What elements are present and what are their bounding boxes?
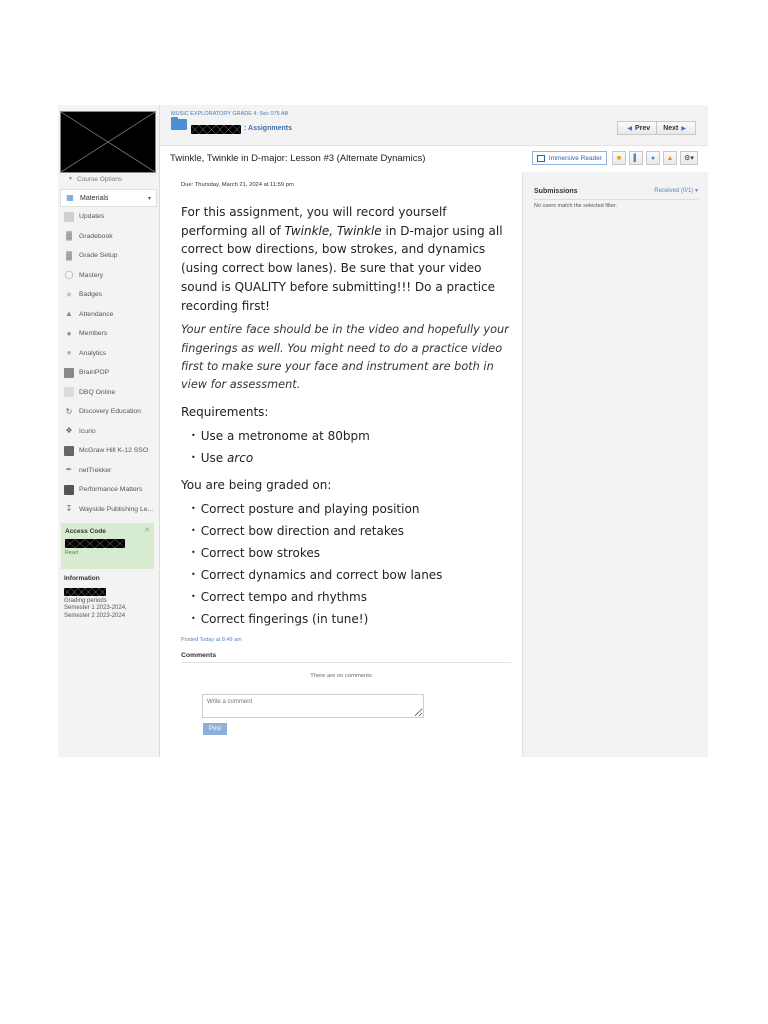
assignment-title-bar bbox=[160, 145, 708, 173]
sidebar-item-label: Updates bbox=[79, 213, 105, 221]
breadcrumb-assignments[interactable]: : Assignments bbox=[244, 125, 292, 132]
updates-icon bbox=[64, 212, 74, 222]
wayside-icon: ↧ bbox=[65, 504, 73, 514]
sidebar-item-wayside-publishing[interactable] bbox=[58, 500, 159, 520]
sidebar-item-gradebook[interactable] bbox=[58, 227, 159, 247]
intro-part-1: For this assignment, you will record yourself performing all of bbox=[181, 205, 447, 238]
sidebar-item-grade-setup[interactable] bbox=[58, 246, 159, 266]
access-code-redacted bbox=[65, 539, 125, 548]
globe-icon: ● bbox=[650, 154, 656, 162]
submissions-filter-label: Received (0/1) bbox=[654, 188, 694, 194]
sidebar-nav bbox=[58, 207, 159, 519]
assignment-note: Your entire face should be in the video and hopefully your fingerings as well. You might need to do a practice video first to make sure your face and instrument are both in view for assessment. bbox=[181, 323, 509, 392]
caret-down-icon: ▾ bbox=[694, 188, 698, 194]
gear-icon: ⚙▾ bbox=[684, 155, 694, 162]
members-icon: ● bbox=[66, 328, 72, 338]
submissions-filter-dropdown[interactable] bbox=[654, 187, 698, 194]
left-sidebar bbox=[58, 105, 160, 757]
comments-heading: Comments bbox=[181, 652, 217, 659]
analytics-icon: ● bbox=[66, 348, 72, 358]
assignment-intro bbox=[181, 203, 511, 315]
page-title: Twinkle, Twinkle in D-major: Lesson #3 (Alternate Dynamics) bbox=[170, 153, 426, 164]
settings-button[interactable] bbox=[680, 151, 698, 165]
badges-icon: ★ bbox=[65, 289, 73, 299]
sidebar-item-label: Badges bbox=[79, 291, 103, 299]
sidebar-item-brainpop[interactable] bbox=[58, 363, 159, 383]
sidebar-item-performance-matters[interactable] bbox=[58, 480, 159, 500]
grading-criteria-list bbox=[191, 498, 511, 630]
reset-access-code-link[interactable]: Reset bbox=[65, 550, 79, 556]
chevron-down-icon: ▼ bbox=[68, 176, 73, 182]
sidebar-item-label: Performance Matters bbox=[79, 486, 143, 494]
sidebar-item-label: netTrekker bbox=[79, 466, 112, 474]
sidebar-item-analytics[interactable] bbox=[58, 344, 159, 364]
sidebar-item-label: Members bbox=[79, 330, 108, 338]
prev-label: Prev bbox=[635, 124, 651, 132]
prev-button[interactable] bbox=[617, 121, 657, 135]
list-item bbox=[191, 447, 511, 469]
immersive-reader-icon bbox=[537, 155, 545, 162]
sidebar-item-icurio[interactable] bbox=[58, 422, 159, 442]
folder-icon bbox=[171, 119, 187, 130]
requirements-heading: Requirements: bbox=[181, 404, 269, 419]
divider bbox=[181, 662, 511, 663]
breadcrumb-redacted bbox=[191, 125, 241, 134]
sidebar-item-discovery-education[interactable] bbox=[58, 402, 159, 422]
grade-setup-icon: ▓ bbox=[66, 250, 72, 260]
list-item: • Correct dynamics and correct bow lanes bbox=[191, 564, 511, 586]
icurio-icon: ❖ bbox=[65, 426, 73, 436]
grading-period-2: Semester 2 2023-2024 bbox=[64, 612, 126, 619]
image-tool-button[interactable] bbox=[612, 151, 626, 165]
access-code-panel bbox=[61, 523, 154, 569]
next-button[interactable] bbox=[657, 121, 696, 135]
sidebar-item-attendance[interactable] bbox=[58, 305, 159, 325]
close-icon[interactable]: ✕ bbox=[144, 527, 150, 534]
list-item: • Correct bow direction and retakes bbox=[191, 520, 511, 542]
materials-icon: ▦ bbox=[66, 193, 74, 202]
divider bbox=[534, 199, 698, 200]
submissions-panel bbox=[523, 172, 708, 757]
sidebar-item-label: Attendance bbox=[79, 310, 114, 318]
information-title: Information bbox=[64, 575, 100, 582]
sidebar-item-label: DBQ Online bbox=[79, 388, 116, 396]
list-item: • Use a metronome at 80bpm bbox=[191, 425, 511, 447]
comment-input[interactable] bbox=[202, 694, 424, 718]
nettrekker-icon: ✒ bbox=[65, 465, 73, 475]
sidebar-item-label: Wayside Publishing Le... bbox=[79, 505, 154, 513]
immersive-reader-button[interactable] bbox=[532, 151, 607, 165]
image-icon: ■ bbox=[616, 154, 622, 162]
arco-term: arco bbox=[226, 450, 254, 465]
arrow-right-icon: ▶ bbox=[681, 125, 686, 132]
immersive-reader-label: Immersive Reader bbox=[548, 154, 602, 162]
sidebar-item-label: Icurio bbox=[79, 427, 96, 435]
assignment-body bbox=[181, 203, 511, 630]
grading-periods-label: Grading periods bbox=[64, 597, 107, 604]
list-item: • Correct fingerings (in tune!) bbox=[191, 608, 511, 630]
list-item: • Correct bow strokes bbox=[191, 542, 511, 564]
graded-heading: You are being graded on: bbox=[181, 477, 332, 492]
sidebar-item-updates[interactable] bbox=[58, 207, 159, 227]
toolbar bbox=[532, 151, 698, 165]
sidebar-item-label: Materials bbox=[80, 194, 109, 202]
list-item: • Correct posture and playing position bbox=[191, 498, 511, 520]
post-button[interactable]: Post bbox=[203, 723, 227, 735]
next-label: Next bbox=[663, 124, 679, 132]
stats-tool-button[interactable] bbox=[629, 151, 643, 165]
sidebar-item-nettrekker[interactable] bbox=[58, 461, 159, 481]
prev-next-group bbox=[617, 121, 696, 135]
sidebar-item-label: Gradebook bbox=[79, 232, 113, 240]
bar-chart-icon: ▌ bbox=[633, 154, 639, 162]
gradebook-icon: ▓ bbox=[66, 231, 72, 241]
arrow-left-icon: ◀ bbox=[627, 125, 632, 132]
course-header bbox=[160, 105, 708, 143]
due-date: Due: Thursday, March 21, 2024 at 11:59 pm bbox=[181, 182, 294, 188]
attendance-icon: ▲ bbox=[65, 309, 73, 319]
sidebar-item-materials[interactable] bbox=[60, 189, 157, 207]
sidebar-item-label: McGraw Hill K-12 SSO bbox=[79, 447, 149, 455]
course-options-label: Course Options bbox=[76, 175, 123, 183]
sidebar-item-mastery[interactable] bbox=[58, 266, 159, 286]
grading-period-1: Semester 1 2023-2024, bbox=[64, 605, 127, 611]
discovery-icon: ↻ bbox=[65, 406, 73, 416]
app-window bbox=[58, 105, 708, 757]
information-panel bbox=[64, 575, 156, 620]
no-comments-text: There are no comments bbox=[310, 673, 372, 679]
course-name-link[interactable]: MUSIC EXPLORATORY GRADE 4: Sec 075 AB bbox=[171, 111, 289, 117]
use-label: Use bbox=[200, 450, 227, 465]
sidebar-item-dbq-online[interactable] bbox=[58, 383, 159, 403]
brainpop-icon bbox=[64, 368, 74, 378]
course-options-toggle[interactable] bbox=[58, 170, 159, 188]
course-logo-redacted bbox=[60, 111, 156, 173]
intro-part-2: in D-major using all correct bow directions, bow strokes, and dynamics (using correct bow lanes). Be sure that your video sound is QUALITY before submitting!!! Do a practice recording first! bbox=[181, 223, 503, 313]
access-code-title: Access Code bbox=[65, 528, 106, 535]
globe-tool-button[interactable] bbox=[646, 151, 660, 165]
mcgraw-icon bbox=[64, 446, 74, 456]
sidebar-item-label: BrainPOP bbox=[79, 369, 110, 377]
sidebar-item-members[interactable] bbox=[58, 324, 159, 344]
posted-timestamp: Posted Today at 8:49 am bbox=[181, 637, 242, 643]
performance-icon bbox=[64, 485, 74, 495]
sidebar-item-label: Grade Setup bbox=[79, 252, 118, 260]
caret-down-icon: ▾ bbox=[147, 195, 151, 202]
sidebar-item-label: Mastery bbox=[79, 271, 104, 279]
sidebar-item-label: Discovery Education bbox=[79, 408, 141, 416]
mastery-icon: ◯ bbox=[64, 270, 74, 280]
users-tool-button[interactable] bbox=[663, 151, 677, 165]
list-item: • Correct tempo and rhythms bbox=[191, 586, 511, 608]
sidebar-item-label: Analytics bbox=[79, 349, 107, 357]
sidebar-item-mcgraw-hill[interactable] bbox=[58, 441, 159, 461]
intro-song-title: Twinkle, Twinkle bbox=[284, 223, 382, 238]
submissions-empty-text: No users match the selected filter. bbox=[534, 203, 617, 209]
assignment-content bbox=[160, 172, 523, 757]
sidebar-item-badges[interactable] bbox=[58, 285, 159, 305]
dbq-icon bbox=[64, 387, 74, 397]
requirements-list bbox=[191, 425, 511, 469]
information-redacted bbox=[64, 588, 106, 596]
users-icon: ▲ bbox=[666, 154, 674, 162]
submissions-heading: Submissions bbox=[534, 188, 578, 195]
